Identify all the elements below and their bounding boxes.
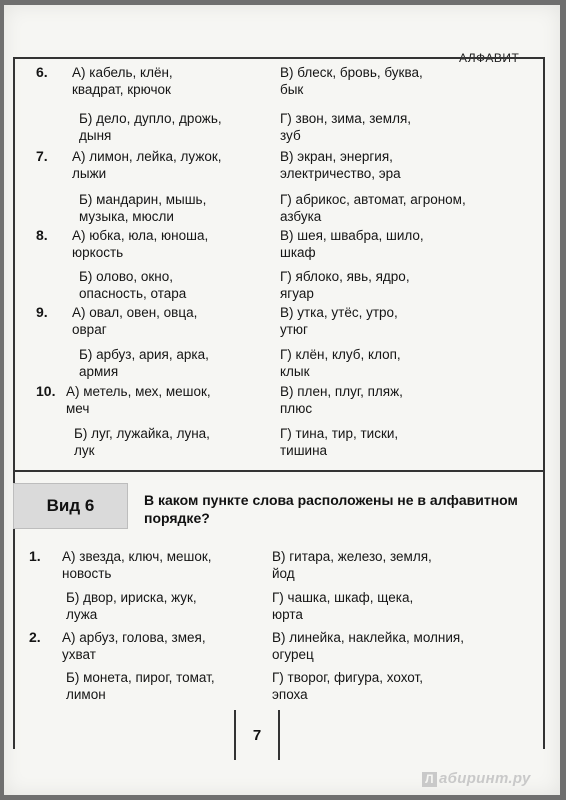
answer-option-v <box>280 64 423 98</box>
answer-option-b <box>79 346 209 380</box>
option-line: дыня <box>79 128 112 143</box>
item-number: 2. <box>29 629 41 645</box>
answer-option-a <box>72 227 208 261</box>
watermark-logo <box>422 770 531 787</box>
item-number: 8. <box>36 227 48 243</box>
answer-option-a <box>66 383 211 417</box>
option-line: бык <box>280 82 304 97</box>
option-line: электричество, эра <box>280 166 401 181</box>
option-line: лужа <box>66 607 98 622</box>
option-line: В) плен, плуг, пляж, <box>280 384 403 399</box>
option-line: А) кабель, клён, <box>72 65 173 80</box>
item-number: 7. <box>36 148 48 164</box>
option-line: А) лимон, лейка, лужок, <box>72 149 222 164</box>
option-line: В) линейка, наклейка, молния, <box>272 630 464 645</box>
option-line: А) овал, овен, овца, <box>72 305 198 320</box>
logo-text: абиринт.ру <box>439 770 531 787</box>
option-line: юркость <box>72 245 124 260</box>
section-label: Вид 6 <box>13 483 128 529</box>
answer-option-b <box>66 669 215 703</box>
answer-option-b <box>74 425 210 459</box>
answer-option-v <box>280 148 401 182</box>
section-header: АЛФАВИТ <box>459 51 520 65</box>
answer-option-g <box>280 346 401 380</box>
option-line: опасность, отара <box>79 286 187 301</box>
answer-option-b <box>79 110 222 144</box>
answer-option-a <box>72 64 173 98</box>
option-line: армия <box>79 364 119 379</box>
option-line: А) метель, мех, мешок, <box>66 384 211 399</box>
answer-option-g <box>280 110 411 144</box>
answer-option-a <box>72 148 222 182</box>
option-line: зуб <box>280 128 301 143</box>
answer-option-b <box>79 191 206 225</box>
item-number: 9. <box>36 304 48 320</box>
option-line: В) шея, швабра, шило, <box>280 228 424 243</box>
answer-option-v <box>272 629 464 663</box>
answer-option-g <box>272 589 413 623</box>
option-line: Б) арбуз, ария, арка, <box>79 347 209 362</box>
option-line: Б) мандарин, мышь, <box>79 192 207 207</box>
option-line: юрта <box>272 607 303 622</box>
answer-option-a <box>72 304 197 338</box>
option-line: Г) клён, клуб, клоп, <box>280 347 401 362</box>
option-line: А) звезда, ключ, мешок, <box>62 549 212 564</box>
answer-option-v <box>272 548 432 582</box>
option-line: Г) яблоко, явь, ядро, <box>280 269 410 284</box>
answer-option-v <box>280 227 424 261</box>
option-line: Г) чашка, шкаф, щека, <box>272 590 414 605</box>
option-line: шкаф <box>280 245 316 260</box>
workbook-page <box>4 5 560 795</box>
answer-option-g <box>280 191 466 225</box>
option-line: клык <box>280 364 310 379</box>
option-line: Б) двор, ириска, жук, <box>66 590 197 605</box>
option-line: новость <box>62 566 112 581</box>
option-line: Г) абрикос, автомат, агроном, <box>280 192 466 207</box>
item-number: 6. <box>36 64 48 80</box>
option-line: ягуар <box>280 286 314 301</box>
answer-option-g <box>272 669 423 703</box>
option-line: лук <box>74 443 95 458</box>
option-line: Г) творог, фигура, хохот, <box>272 670 423 685</box>
option-line: Б) монета, пирог, томат, <box>66 670 215 685</box>
item-number: 10. <box>36 383 56 399</box>
option-line: А) юбка, юла, юноша, <box>72 228 209 243</box>
option-line: Г) тина, тир, тиски, <box>280 426 399 441</box>
option-line: утюг <box>280 322 308 337</box>
option-line: лыжи <box>72 166 107 181</box>
option-line: Г) звон, зима, земля, <box>280 111 412 126</box>
answer-option-a <box>62 548 212 582</box>
answer-option-a <box>62 629 206 663</box>
task-text: В каком пункте слова расположены не в алфавитном порядке? <box>144 492 518 526</box>
option-line: эпоха <box>272 687 308 702</box>
option-line: овраг <box>72 322 107 337</box>
answer-option-v <box>280 304 398 338</box>
option-line: Б) дело, дупло, дрожь, <box>79 111 222 126</box>
page-number: 7 <box>234 710 280 760</box>
option-line: Б) олово, окно, <box>79 269 174 284</box>
option-line: музыка, мюсли <box>79 209 174 224</box>
option-line: квадрат, крючок <box>72 82 171 97</box>
option-line: В) утка, утёс, утро, <box>280 305 398 320</box>
answer-option-g <box>280 268 410 302</box>
option-line: А) арбуз, голова, змея, <box>62 630 206 645</box>
option-line: йод <box>272 566 295 581</box>
answer-option-b <box>66 589 197 623</box>
option-line: В) блеск, бровь, буква, <box>280 65 423 80</box>
option-line: В) гитара, железо, земля, <box>272 549 432 564</box>
item-number: 1. <box>29 548 41 564</box>
option-line: меч <box>66 401 90 416</box>
logo-mark: Л <box>422 772 437 787</box>
option-line: тишина <box>280 443 328 458</box>
option-line: лимон <box>66 687 106 702</box>
answer-option-v <box>280 383 403 417</box>
answer-option-g <box>280 425 398 459</box>
option-line: плюс <box>280 401 313 416</box>
option-line: огурец <box>272 647 314 662</box>
option-line: Б) луг, лужайка, луна, <box>74 426 210 441</box>
option-line: В) экран, энергия, <box>280 149 393 164</box>
answer-option-b <box>79 268 186 302</box>
divider-line <box>13 470 543 472</box>
option-line: азбука <box>280 209 322 224</box>
option-line: ухват <box>62 647 96 662</box>
